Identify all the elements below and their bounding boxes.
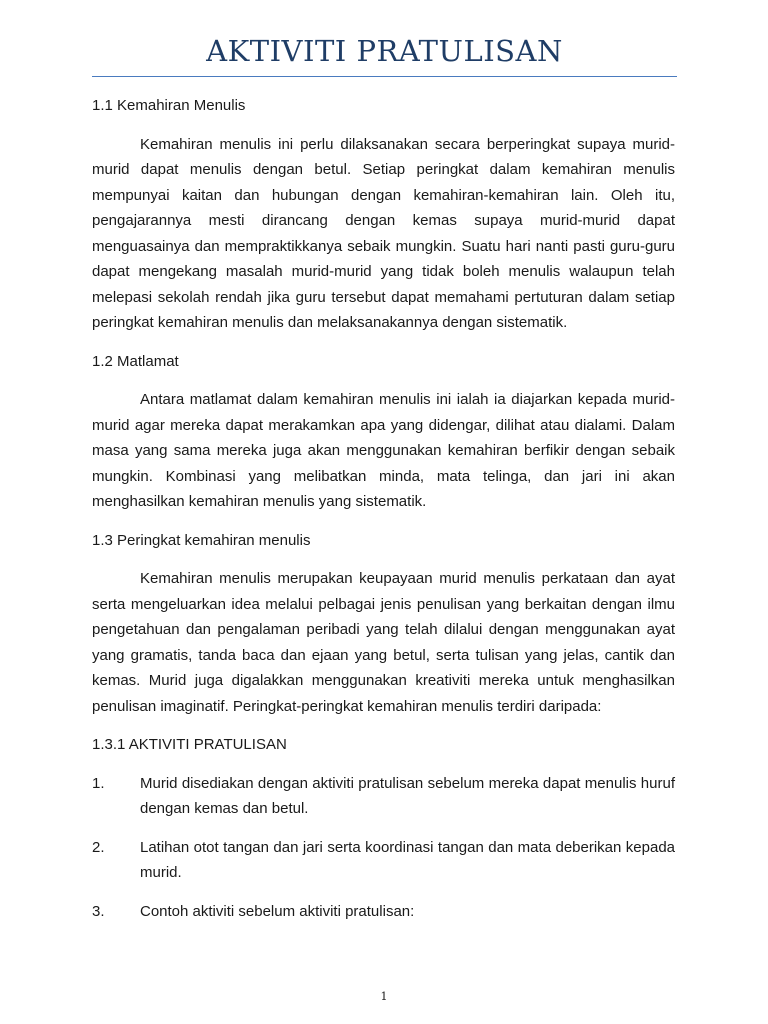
list-item-text: Murid disediakan dengan aktiviti pratulisan sebelum mereka dapat menulis huruf dengan kemas dan betul.	[140, 774, 675, 817]
section-1-2	[92, 349, 675, 515]
section-paragraph: Kemahiran menulis ini perlu dilaksanakan secara berperingkat supaya murid-murid dapat menulis dengan betul. Setiap peringkat dalam kemahiran menulis mempunyai kaitan dan hubungan dengan kemahiran-kemahiran lain. Oleh itu, pengajarannya mesti dirancang dengan kemas supaya murid-murid dapat menguasainya dan mempraktikkanya sebaik mungkin. Suatu hari nanti pasti guru-guru dapat mengekang masalah murid-murid yang tidak boleh menulis walaupun telah melepasi sekolah rendah jika guru tersebut dapat memahami pertuturan dalam setiap peringkat kemahiran menulis dan melaksanakannya dengan sistematik.	[92, 135, 675, 331]
list-item	[92, 899, 675, 925]
list-item-number: 1.	[92, 774, 105, 792]
list-item	[92, 771, 675, 822]
list-item-text: Contoh aktiviti sebelum aktiviti pratulisan:	[140, 902, 415, 920]
section-heading: 1.2 Matlamat	[92, 352, 179, 370]
section-1-3	[92, 528, 675, 720]
list-item-number: 2.	[92, 838, 105, 856]
title-underline	[92, 76, 677, 77]
numbered-list	[92, 771, 675, 925]
list-item	[92, 835, 675, 886]
list-item-text: Latihan otot tangan dan jari serta koordinasi tangan dan mata deberikan kepada murid.	[140, 838, 675, 881]
section-1-3-1	[92, 732, 675, 924]
section-heading: 1.1 Kemahiran Menulis	[92, 97, 246, 114]
section-paragraph: Kemahiran menulis merupakan keupayaan murid menulis perkataan dan ayat serta mengeluarkan idea melalui pelbagai jenis penulisan yang berkaitan dengan ilmu pengetahuan dan pengalaman peribadi yang telah dilalui dengan menggunakan ayat yang gramatis, tanda baca dan ejaan yang betul, serta tulisan yang jelas, cantik dan kemas. Murid juga digalakkan menggunakan kreativiti mereka untuk menghasilkan penulisan imaginatif. Peringkat-peringkat kemahiran menulis terdiri daripada:	[92, 570, 675, 715]
page-number: 1	[380, 990, 388, 1003]
section-heading: 1.3 Peringkat kemahiran menulis	[92, 531, 311, 549]
list-item-number: 3.	[92, 902, 105, 920]
section-1-1	[92, 93, 675, 336]
section-paragraph: Antara matlamat dalam kemahiran menulis ini ialah ia diajarkan kepada murid-murid agar mereka dapat merakamkan apa yang didengar, dilihat atau dialami. Dalam masa yang sama mereka juga akan menggunakan kemahiran berfikir dengan sebaik mungkin. Kombinasi yang melibatkan minda, mata telinga, dan jari ini akan menghasilkan kemahiran menulis yang sistematik.	[92, 391, 675, 510]
section-heading: 1.3.1 AKTIVITI PRATULISAN	[92, 736, 287, 753]
document-body	[92, 93, 675, 937]
page-title: AKTIVITI PRATULISAN	[206, 34, 563, 68]
